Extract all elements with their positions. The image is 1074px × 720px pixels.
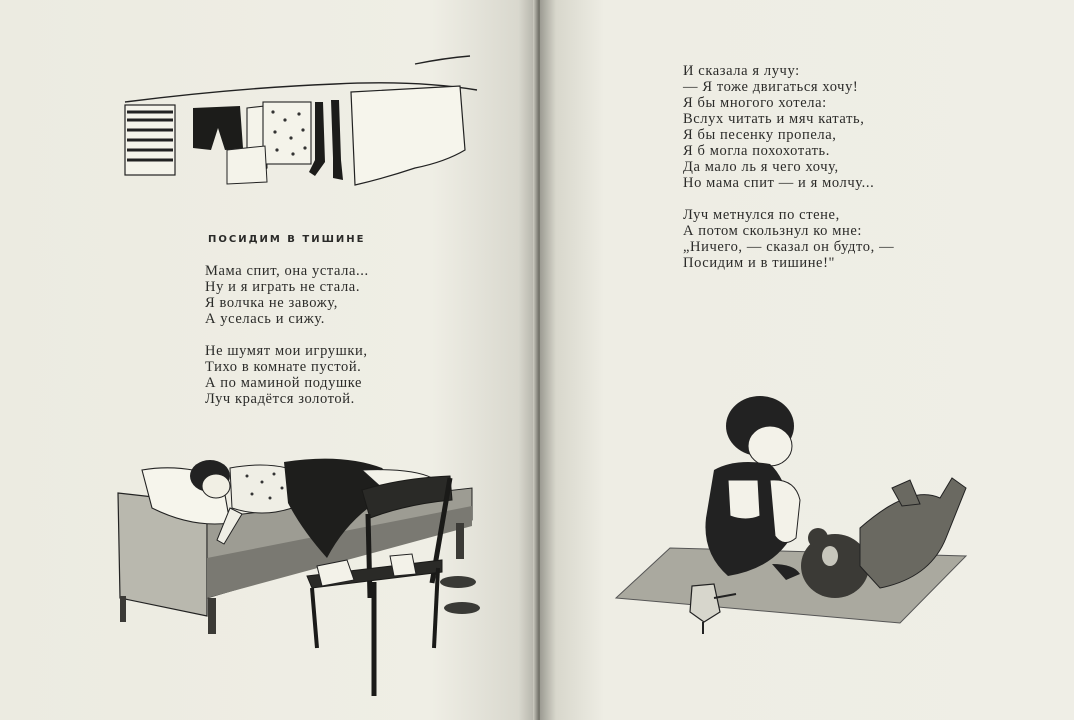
poem-line: „Ничего, — сказал он будто, — — [683, 239, 895, 255]
sleeping-mother-illustration — [112, 448, 492, 703]
right-page — [540, 0, 1074, 720]
poem-title: ПОСИДИМ В ТИШИНЕ — [208, 234, 366, 245]
poem-line: Ну и я играть не стала. — [205, 279, 361, 295]
poem-line: Я бы песенку пропела, — [683, 127, 837, 143]
poem-line: А потом скользнул ко мне: — [683, 223, 863, 239]
stanza-2 — [205, 343, 368, 407]
poem-line: — Я тоже двигаться хочу! — [683, 79, 859, 95]
poem-line: Но мама спит — и я молчу... — [683, 175, 875, 191]
stanza-1 — [205, 263, 369, 327]
poem-line: Не шумят мои игрушки, — [205, 343, 368, 359]
poem-line: А по маминой подушке — [205, 375, 363, 391]
poem-line: Луч метнулся по стене, — [683, 207, 840, 223]
poem-line: Да мало ль я чего хочу, — [683, 159, 839, 175]
poem-line: Мама спит, она устала... — [205, 263, 369, 279]
poem-line: А уселась и сижу. — [205, 311, 325, 327]
girl-with-teddy-illustration — [610, 388, 970, 643]
poem-line: Я бы многого хотела: — [683, 95, 827, 111]
striped-towel — [125, 105, 175, 175]
poem-line: Посидим и в тишине!" — [683, 255, 836, 271]
patterned-cloth — [263, 102, 311, 164]
poem-line: Луч крадётся золотой. — [205, 391, 355, 407]
clothesline-illustration — [115, 50, 495, 200]
slipper — [444, 602, 480, 614]
dark-shorts — [193, 106, 243, 150]
stanza-4 — [683, 207, 894, 271]
poem-line: Тихо в комнате пустой. — [205, 359, 362, 375]
slipper — [440, 576, 476, 588]
poem-line: И сказала я лучу: — [683, 63, 800, 79]
poem-line: Вслух читать и мяч катать, — [683, 111, 865, 127]
bed-sheet — [351, 86, 465, 185]
poem-line: Я б могла похохотать. — [683, 143, 830, 159]
stanza-3 — [683, 63, 874, 191]
poem-line: Я волчка не завожу, — [205, 295, 338, 311]
